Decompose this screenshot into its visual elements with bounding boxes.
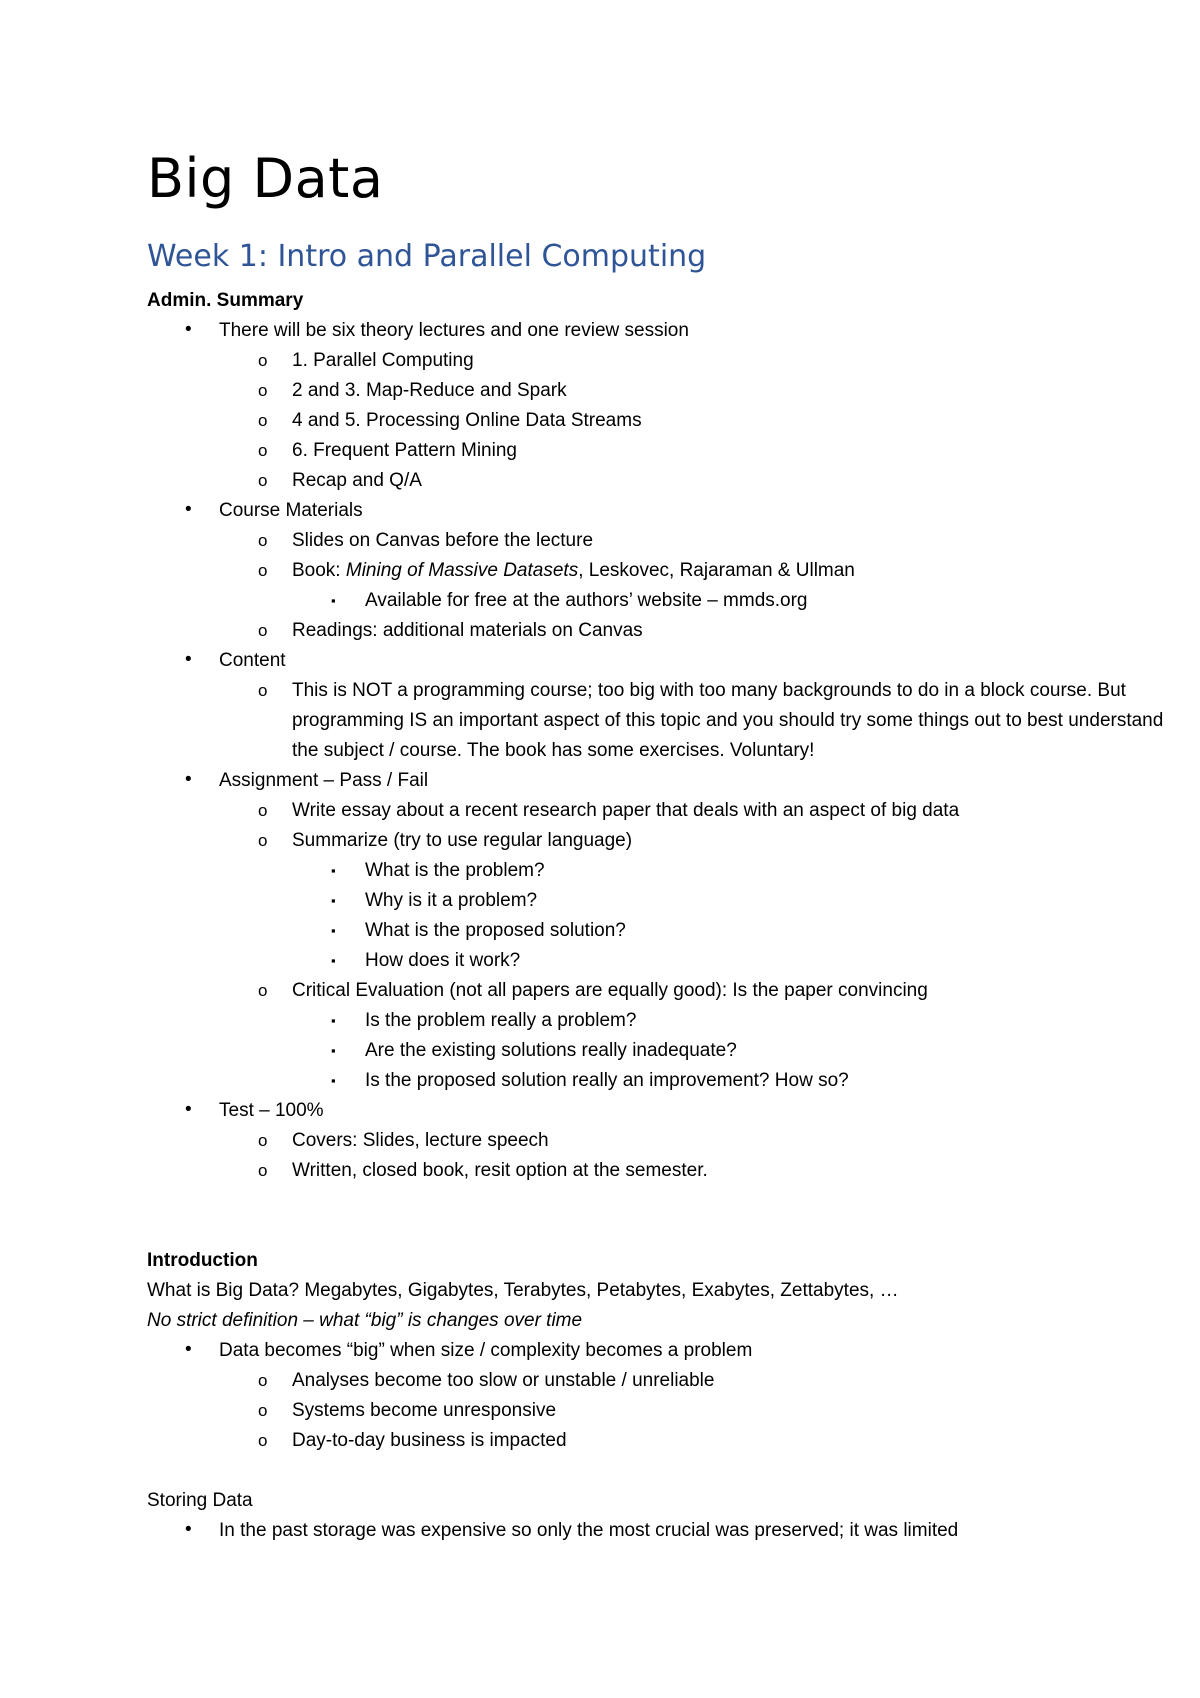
bullet-dot: • <box>185 1339 192 1360</box>
book-authors: , Leskovec, Rajaraman & Ullman <box>578 560 855 581</box>
bullet-square: ▪ <box>331 1013 336 1028</box>
bullet-circle: o <box>258 381 268 400</box>
list-item-text: Content <box>219 650 286 671</box>
list-item-text: Critical Evaluation (not all papers are equally good): Is the paper convincing <box>292 980 928 1001</box>
bullet-dot: • <box>185 769 192 790</box>
list-item-text: Data becomes “big” when size / complexity becomes a problem <box>219 1340 753 1361</box>
list-item-text: 2 and 3. Map-Reduce and Spark <box>292 380 567 401</box>
list-item-text: Write essay about a recent research paper that deals with an aspect of big data <box>292 800 960 821</box>
bullet-dot: • <box>185 499 192 520</box>
intro-line: What is Big Data? Megabytes, Gigabytes, Terabytes, Petabytes, Exabytes, Zettabytes, … <box>147 1280 899 1301</box>
bullet-square: ▪ <box>331 1043 336 1058</box>
bullet-dot: • <box>185 649 192 670</box>
list-item <box>147 556 1067 586</box>
introduction-heading: Introduction <box>147 1250 258 1271</box>
bullet-square: ▪ <box>331 923 336 938</box>
bullet-circle: o <box>258 1401 268 1420</box>
bullet-circle: o <box>258 1131 268 1150</box>
document-title: Big Data <box>147 147 384 210</box>
list-item <box>147 646 1067 676</box>
bullet-circle: o <box>258 351 268 370</box>
list-item <box>147 1396 1067 1426</box>
list-item <box>147 1156 1067 1186</box>
list-item-text: Analyses become too slow or unstable / unreliable <box>292 1370 715 1391</box>
list-item <box>147 1366 1067 1396</box>
list-item <box>147 376 1067 406</box>
list-item <box>147 436 1067 466</box>
bullet-circle: o <box>258 561 268 580</box>
bullet-circle: o <box>258 1161 268 1180</box>
list-item-text: There will be six theory lectures and one review session <box>219 320 689 341</box>
list-item <box>147 676 1192 766</box>
book-title: Mining of Massive Datasets <box>345 560 579 581</box>
bullet-circle: o <box>258 831 268 850</box>
bullet-dot: • <box>185 1519 192 1540</box>
list-item <box>147 1006 1067 1036</box>
list-item <box>147 406 1067 436</box>
list-item-text: What is the proposed solution? <box>365 920 626 941</box>
list-item-text: Readings: additional materials on Canvas <box>292 620 643 641</box>
list-item-text: 1. Parallel Computing <box>292 350 474 371</box>
list-item <box>147 796 1067 826</box>
list-item <box>147 1036 1067 1066</box>
list-item-text: This is NOT a programming course; too big with too many backgrounds to do in a block course. But programming IS an important aspect of this topic and you should try some things out to best understand the subject / course. The book has some exercises. Voluntary! <box>292 680 1164 761</box>
list-item-text: Available for free at the authors’ website – mmds.org <box>365 590 808 611</box>
bullet-circle: o <box>258 441 268 460</box>
list-item-text: Assignment – Pass / Fail <box>219 770 429 791</box>
list-item <box>147 946 1067 976</box>
list-item-text: How does it work? <box>365 950 521 971</box>
bullet-dot: • <box>185 319 192 340</box>
list-item-text: Slides on Canvas before the lecture <box>292 530 594 551</box>
bullet-circle: o <box>258 621 268 640</box>
bullet-square: ▪ <box>331 1073 336 1088</box>
document-body <box>147 140 1164 1546</box>
list-item-text: 6. Frequent Pattern Mining <box>292 440 517 461</box>
list-item-text: Written, closed book, resit option at the semester. <box>292 1160 708 1181</box>
list-item-text: Day-to-day business is impacted <box>292 1430 567 1451</box>
intro-italic-note: No strict definition – what “big” is changes over time <box>147 1310 583 1331</box>
list-item <box>147 586 1067 616</box>
list-item <box>147 1066 1067 1096</box>
bullet-square: ▪ <box>331 863 336 878</box>
bullet-square: ▪ <box>331 893 336 908</box>
bullet-circle: o <box>258 1431 268 1450</box>
storing-data-heading: Storing Data <box>147 1490 253 1511</box>
book-prefix: Book: <box>292 560 346 581</box>
list-item <box>147 916 1067 946</box>
list-item <box>147 346 1067 376</box>
list-item <box>147 976 1067 1006</box>
list-item-text: Is the problem really a problem? <box>365 1010 637 1031</box>
bullet-circle: o <box>258 411 268 430</box>
list-item-text: Are the existing solutions really inadequate? <box>365 1040 737 1061</box>
list-item <box>147 526 1067 556</box>
bullet-square: ▪ <box>331 953 336 968</box>
list-item-text: Test – 100% <box>219 1100 324 1121</box>
bullet-circle: o <box>258 681 268 700</box>
list-item-text: 4 and 5. Processing Online Data Streams <box>292 410 642 431</box>
list-item-text: What is the problem? <box>365 860 545 881</box>
list-item-text: Is the proposed solution really an improvement? How so? <box>365 1070 849 1091</box>
bullet-circle: o <box>258 801 268 820</box>
list-item <box>147 1426 1067 1456</box>
list-item-text: In the past storage was expensive so only the most crucial was preserved; it was limited <box>219 1520 959 1541</box>
list-item-text: Summarize (try to use regular language) <box>292 830 633 851</box>
bullet-circle: o <box>258 1371 268 1390</box>
admin-summary-heading: Admin. Summary <box>147 290 304 311</box>
bullet-square: ▪ <box>331 593 336 608</box>
week-heading: Week 1: Intro and Parallel Computing <box>147 239 707 274</box>
bullet-dot: • <box>185 1099 192 1120</box>
list-item <box>147 496 1067 526</box>
list-item <box>147 1126 1067 1156</box>
list-item-text: Why is it a problem? <box>365 890 538 911</box>
list-item <box>147 616 1067 646</box>
list-item <box>147 856 1067 886</box>
list-item-text: Recap and Q/A <box>292 470 422 491</box>
list-item <box>147 1336 1067 1366</box>
list-item <box>147 466 1067 496</box>
bullet-circle: o <box>258 531 268 550</box>
list-item <box>147 886 1067 916</box>
list-item <box>147 1096 1067 1126</box>
list-item-text: Covers: Slides, lecture speech <box>292 1130 549 1151</box>
list-item <box>147 316 1067 346</box>
list-item <box>147 1516 1067 1546</box>
list-item <box>147 766 1067 796</box>
bullet-circle: o <box>258 981 268 1000</box>
list-item <box>147 826 1067 856</box>
list-item-text: Course Materials <box>219 500 363 521</box>
list-item-text: Systems become unresponsive <box>292 1400 557 1421</box>
bullet-circle: o <box>258 471 268 490</box>
